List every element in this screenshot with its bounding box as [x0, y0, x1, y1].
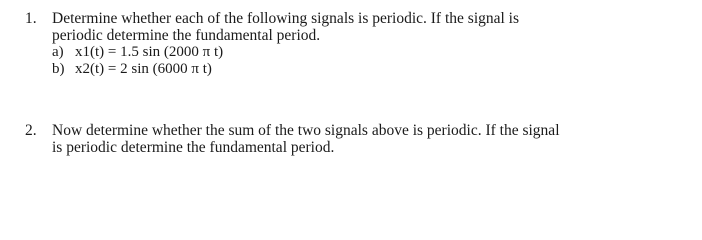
question-1-line-2 [25, 27, 685, 44]
question-1-part-a [25, 44, 685, 61]
question-2-text-line-2: is periodic determine the fundamental period. [52, 139, 335, 156]
question-1-text-line-1: Determine whether each of the following signals is periodic. If the signal is [52, 10, 520, 27]
part-a-expression: x1(t) = 1.5 sin (2000 π t) [75, 44, 224, 60]
question-2 [25, 122, 685, 156]
question-1-text-line-2: periodic determine the fundamental period. [52, 27, 321, 44]
part-a-letter: a) [52, 44, 64, 60]
part-b-expression: x2(t) = 2 sin (6000 π t) [75, 61, 212, 77]
question-2-text-line-1: Now determine whether the sum of the two signals above is periodic. If the signal [52, 122, 560, 139]
question-1-line-1 [25, 10, 685, 27]
question-1 [25, 10, 685, 78]
question-1-number: 1. [25, 10, 37, 27]
part-b-letter: b) [52, 61, 65, 77]
question-2-line-1 [25, 122, 685, 139]
question-1-part-b [25, 61, 685, 78]
question-2-line-2 [25, 139, 685, 156]
question-2-number: 2. [25, 122, 37, 139]
